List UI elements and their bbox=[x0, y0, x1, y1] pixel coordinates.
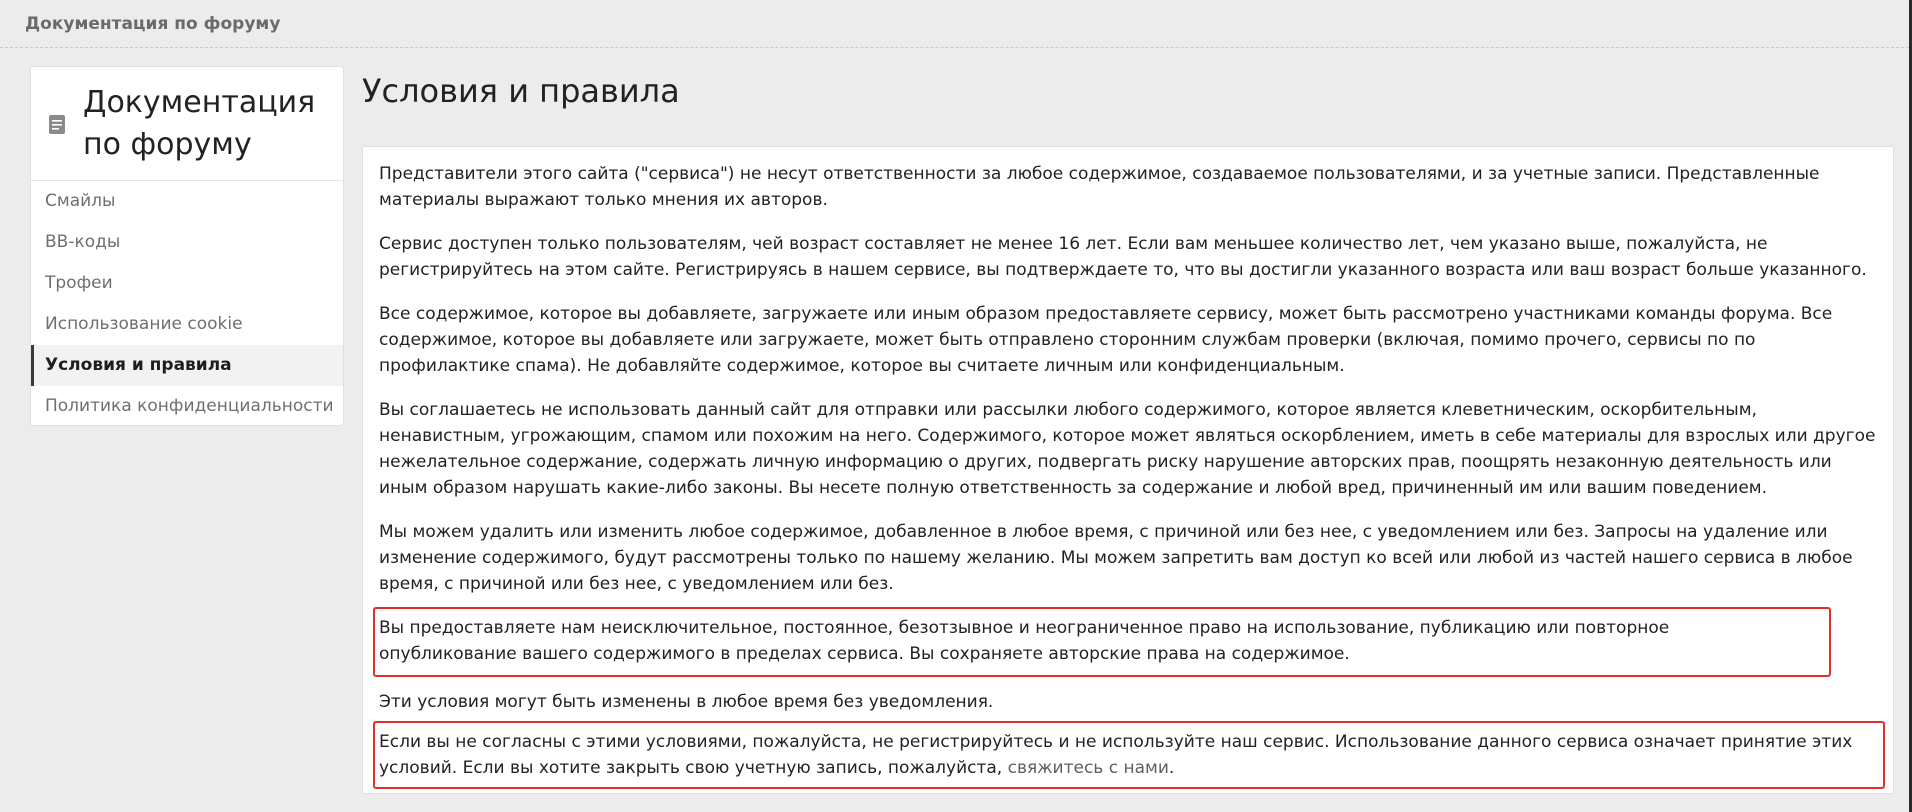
terms-paragraph: Все содержимое, которое вы добавляете, загружаете или иным образом предоставляете сервису, может быть рассмотрено участниками команды форума. Все содержимое, которое вы добавляете или загружаете, может быть отправлено сторонним службам проверки (включая, помимо прочего, сервисы по по профилактике спама). Не добавляйте содержимое, которое вы считаете личным или конфиденциальным. bbox=[379, 304, 1833, 376]
sidebar-item-smilies[interactable]: Смайлы bbox=[45, 191, 116, 211]
sidebar-item-bb-codes[interactable]: BB-коды bbox=[45, 232, 121, 252]
sidebar-nav bbox=[31, 181, 343, 427]
top-bar bbox=[0, 0, 1909, 48]
terms-paragraph: Мы можем удалить или изменить любое содержимое, добавленное в любое время, с причиной или без нее, с уведомлением или без. Запросы на удаление или изменение содержимого, будут рассмотрены только по нашему желанию. Мы можем запретить вам доступ ко всей или любой из частей нашего сервиса в любое время, с причиной или без нее, с уведомлением или без. bbox=[379, 522, 1853, 594]
terms-paragraph-highlighted bbox=[379, 729, 1879, 781]
sidebar-item-privacy-policy[interactable]: Политика конфиденциальности bbox=[45, 396, 334, 416]
top-bar-title: Документация по форуму bbox=[25, 14, 281, 34]
sidebar-item-cookie-usage[interactable]: Использование cookie bbox=[45, 314, 243, 334]
terms-paragraph: Эти условия могут быть изменены в любое время без уведомления. bbox=[379, 692, 994, 712]
terms-content bbox=[362, 146, 1894, 794]
terms-paragraph: Вы соглашаетесь не использовать данный сайт для отправки или рассылки любого содержимого, которое является клеветническим, оскорбительным, ненавистным, угрожающим, спамом или похожим на него. Содержимого, которое может являться оскорблением, иметь в себе материалы для взрослых или другое нежелательное содержание, содержать личную информацию о других, подвергать риску нарушение авторских прав, поощрять незаконную деятельность или иным образом нарушать какие-либо законы. Вы несете полную ответственность за содержание и любой вред, причиненный им или вашим поведением. bbox=[379, 400, 1876, 498]
terms-paragraph: Представители этого сайта ("сервиса") не несут ответственности за любое содержимое, создаваемое пользователями, и за учетные записи. Представленные материалы выражают только мнения их авторов. bbox=[379, 164, 1820, 210]
last-paragraph-text: Если вы не согласны с этими условиями, пожалуйста, не регистрируйтесь и не используйте наш сервис. Использование данного сервиса означает принятие этих условий. Если вы хотите закрыть свою учетную запись, пожалуйста, bbox=[379, 732, 1853, 778]
sidebar-heading: Документация по форуму bbox=[83, 85, 316, 162]
sidebar-header bbox=[31, 67, 343, 181]
sidebar-item-terms[interactable]: Условия и правила bbox=[31, 345, 343, 386]
sidebar bbox=[30, 66, 344, 426]
document-icon bbox=[49, 115, 65, 134]
last-paragraph-period: . bbox=[1168, 758, 1175, 778]
terms-paragraph: Сервис доступен только пользователям, чей возраст составляет не менее 16 лет. Если вам меньшее количество лет, чем указано выше, пожалуйста, не регистрируйтесь на этом сайте. Регистрируясь в нашем сервисе, вы подтверждаете то, что вы достигли указанного возраста или ваш возраст больше указанного. bbox=[379, 234, 1867, 280]
page-title: Условия и правила bbox=[362, 72, 680, 110]
terms-paragraph-highlighted: Вы предоставляете нам неисключительное, постоянное, безотзывное и неограниченное право на использование, публикацию или повторное опубликование вашего содержимого в пределах сервиса. Вы сохраняете авторские права на содержимое. bbox=[379, 618, 1670, 664]
contact-us-link[interactable]: свяжитесь с нами bbox=[1007, 758, 1169, 778]
sidebar-item-trophies[interactable]: Трофеи bbox=[45, 273, 113, 293]
